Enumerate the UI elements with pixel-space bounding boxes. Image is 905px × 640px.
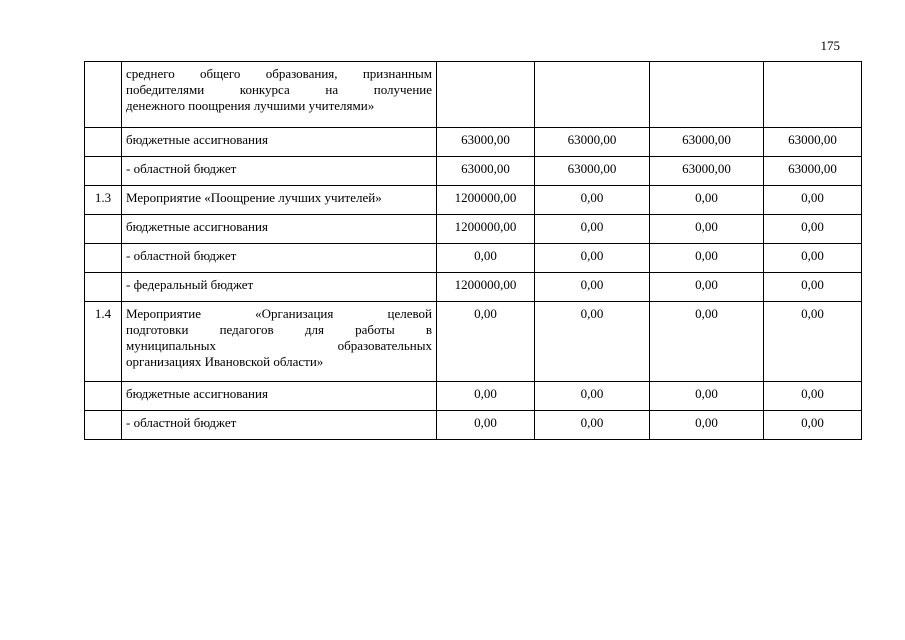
row-name-line: бюджетные ассигнования	[126, 386, 268, 401]
row-name-line: бюджетные ассигнования	[126, 132, 268, 147]
value-cell: 1200000,00	[437, 186, 535, 215]
row-number	[85, 273, 122, 302]
table-row	[85, 382, 862, 411]
value-cell: 0,00	[650, 215, 764, 244]
row-name-line: - областной бюджет	[126, 248, 237, 263]
value-cell: 0,00	[764, 382, 862, 411]
row-number	[85, 382, 122, 411]
table-row	[85, 62, 862, 128]
row-name-line: муниципальных образовательных	[126, 338, 432, 353]
row-name	[122, 411, 437, 440]
row-name-line: победителями конкурса на получение	[126, 82, 432, 97]
value-cell: 0,00	[764, 244, 862, 273]
value-cell: 63000,00	[764, 157, 862, 186]
value-cell: 0,00	[650, 186, 764, 215]
value-cell: 63000,00	[650, 157, 764, 186]
value-cell: 0,00	[650, 244, 764, 273]
row-number	[85, 411, 122, 440]
value-cell: 0,00	[650, 273, 764, 302]
value-cell: 63000,00	[535, 128, 650, 157]
table-row	[85, 411, 862, 440]
row-name-line: - федеральный бюджет	[126, 277, 254, 292]
value-cell	[764, 62, 862, 128]
table-row	[85, 215, 862, 244]
row-name-line: - областной бюджет	[126, 415, 237, 430]
table-row	[85, 302, 862, 382]
value-cell: 63000,00	[650, 128, 764, 157]
row-name	[122, 157, 437, 186]
value-cell: 0,00	[535, 186, 650, 215]
table-row	[85, 186, 862, 215]
value-cell: 63000,00	[437, 157, 535, 186]
row-name	[122, 244, 437, 273]
value-cell: 0,00	[764, 302, 862, 382]
value-cell: 0,00	[437, 382, 535, 411]
row-name-line: денежного поощрения лучшими учителями»	[126, 98, 375, 113]
row-number	[85, 62, 122, 128]
row-number	[85, 157, 122, 186]
value-cell: 1200000,00	[437, 273, 535, 302]
row-number	[85, 128, 122, 157]
value-cell: 0,00	[535, 382, 650, 411]
row-name	[122, 128, 437, 157]
value-cell: 0,00	[764, 215, 862, 244]
value-cell: 0,00	[764, 273, 862, 302]
value-cell	[437, 62, 535, 128]
row-number	[85, 244, 122, 273]
row-name-line: Мероприятие «Организация целевой	[126, 306, 432, 321]
value-cell: 0,00	[650, 302, 764, 382]
row-name	[122, 382, 437, 411]
row-name	[122, 215, 437, 244]
value-cell: 63000,00	[764, 128, 862, 157]
value-cell: 0,00	[650, 382, 764, 411]
page-number: 175	[820, 38, 840, 53]
value-cell: 0,00	[764, 186, 862, 215]
value-cell: 0,00	[535, 411, 650, 440]
row-number	[85, 215, 122, 244]
value-cell: 0,00	[437, 244, 535, 273]
value-cell: 0,00	[535, 244, 650, 273]
row-name-line: бюджетные ассигнования	[126, 219, 268, 234]
table-row	[85, 273, 862, 302]
row-name-line: организациях Ивановской области»	[126, 354, 324, 369]
value-cell: 0,00	[535, 215, 650, 244]
row-name-line: Мероприятие «Поощрение лучших учителей»	[126, 190, 382, 205]
value-cell: 0,00	[437, 411, 535, 440]
table-row	[85, 157, 862, 186]
value-cell: 0,00	[535, 273, 650, 302]
row-name-line: - областной бюджет	[126, 161, 237, 176]
row-name	[122, 62, 437, 128]
value-cell: 1200000,00	[437, 215, 535, 244]
value-cell	[535, 62, 650, 128]
row-name-line: среднего общего образования, признанным	[126, 66, 432, 81]
row-number: 1.3	[85, 186, 122, 215]
table-row	[85, 128, 862, 157]
value-cell: 0,00	[437, 302, 535, 382]
row-name-line: подготовки педагогов для работы в	[126, 322, 432, 337]
table-row	[85, 244, 862, 273]
value-cell: 63000,00	[535, 157, 650, 186]
row-name	[122, 273, 437, 302]
value-cell	[650, 62, 764, 128]
row-number: 1.4	[85, 302, 122, 382]
row-name	[122, 186, 437, 215]
value-cell: 0,00	[650, 411, 764, 440]
value-cell: 63000,00	[437, 128, 535, 157]
value-cell: 0,00	[535, 302, 650, 382]
row-name	[122, 302, 437, 382]
value-cell: 0,00	[764, 411, 862, 440]
budget-table	[84, 61, 862, 440]
